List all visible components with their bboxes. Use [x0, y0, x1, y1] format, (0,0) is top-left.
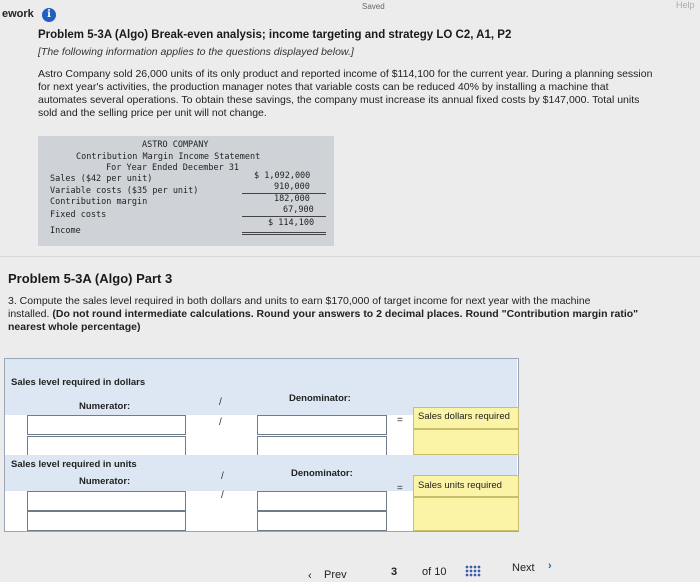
statement-row-label: Fixed costs: [50, 210, 107, 220]
help-link[interactable]: Help: [676, 0, 695, 10]
dollars-numerator-input[interactable]: [27, 415, 186, 435]
next-button[interactable]: Next: [512, 562, 535, 574]
units-result-cell: [413, 475, 519, 497]
question-text: [8, 295, 698, 334]
grid-view-icon[interactable]: [465, 565, 481, 577]
dollars-denominator-input[interactable]: [257, 436, 387, 456]
statement-total-rule: [242, 232, 326, 233]
statement-company: ASTRO COMPANY: [142, 140, 209, 150]
part-title: Problem 5-3A (Algo) Part 3: [8, 271, 173, 286]
page-count: of 10: [422, 566, 447, 578]
problem-title: Problem 5-3A (Algo) Break-even analysis; income targeting and strategy LO C2, A1, P2: [38, 29, 512, 41]
statement-title: Contribution Margin Income Statement: [76, 152, 261, 162]
units-section-header: Sales level required in units: [11, 459, 137, 470]
dollars-numerator-input[interactable]: [27, 436, 186, 456]
dollars-result-input[interactable]: [413, 429, 519, 455]
statement-row-label: Variable costs ($35 per unit): [50, 186, 199, 196]
question-plain: installed.: [8, 308, 53, 320]
statement-row-label: Sales ($42 per unit): [50, 174, 153, 184]
units-numerator-input[interactable]: [27, 511, 186, 531]
statement-row-value: 910,000: [274, 182, 310, 192]
homework-label: ework: [2, 8, 34, 20]
question-line: [8, 308, 698, 321]
dollars-numerator-label: Numerator:: [79, 401, 131, 412]
statement-row-label: Income: [50, 226, 81, 236]
equals-sign: =: [397, 415, 403, 426]
divide-sign: /: [219, 397, 222, 408]
statement-row-value: 67,900: [283, 205, 314, 215]
section-divider: [0, 256, 700, 257]
units-denominator-input[interactable]: [257, 511, 387, 531]
units-denominator-input[interactable]: [257, 491, 387, 511]
question-line: 3. Compute the sales level required in both dollars and units to earn $170,000 of target income for next year with the machine: [8, 295, 591, 307]
units-result-input[interactable]: [413, 497, 519, 531]
statement-row-label: Contribution margin: [50, 197, 148, 207]
saved-status: Saved: [362, 2, 385, 11]
statement-period: For Year Ended December 31: [106, 163, 240, 173]
problem-body: Astro Company sold 26,000 units of its only product and reported income of $114,100 for the current year. During a planning session for next year's activities, the production manager notes that variable costs can be reduced 40% by installing a machine that automates several operations. To obtain these savings, the company must increase its annual fixed costs by $147,000. Total units sold and the selling price per unit will not change.: [38, 68, 653, 119]
statement-row-value: $ 114,100: [268, 218, 315, 228]
units-denominator-label: Denominator:: [291, 468, 353, 479]
dollars-result-cell: [413, 407, 519, 429]
problem-note: [The following information applies to the questions displayed below.]: [38, 46, 354, 58]
statement-subtotal-rule: [242, 216, 326, 217]
question-line: nearest whole percentage): [8, 321, 141, 333]
next-chevron-icon[interactable]: ›: [548, 560, 552, 572]
dollars-section-header: Sales level required in dollars: [11, 377, 146, 388]
units-numerator-label: Numerator:: [79, 476, 131, 487]
units-numerator-input[interactable]: [27, 491, 186, 511]
prev-button[interactable]: Prev: [324, 569, 347, 581]
statement-subtotal-rule: [242, 193, 326, 194]
top-bar: [0, 0, 700, 28]
dollars-result-label: Sales dollars required: [418, 411, 510, 422]
equals-sign: =: [397, 483, 403, 494]
divide-sign: /: [219, 417, 222, 428]
divide-sign: /: [221, 490, 224, 501]
statement-row-value: $ 1,092,000: [254, 171, 311, 181]
dollars-denominator-label: Denominator:: [289, 393, 351, 404]
statement-total-rule: [242, 234, 326, 235]
statement-row-value: 182,000: [274, 194, 310, 204]
dollars-denominator-input[interactable]: [257, 415, 387, 435]
question-instructions: (Do not round intermediate calculations. Round your answers to 2 decimal places. Round "Contribution margin ratio": [52, 308, 639, 320]
current-page-number[interactable]: 3: [391, 566, 398, 578]
units-result-label: Sales units required: [418, 480, 502, 491]
income-statement: [38, 136, 334, 246]
answer-table: [4, 358, 519, 532]
divide-sign: /: [221, 471, 224, 482]
prev-chevron-icon[interactable]: ‹: [308, 570, 312, 582]
info-icon[interactable]: i: [42, 8, 56, 22]
